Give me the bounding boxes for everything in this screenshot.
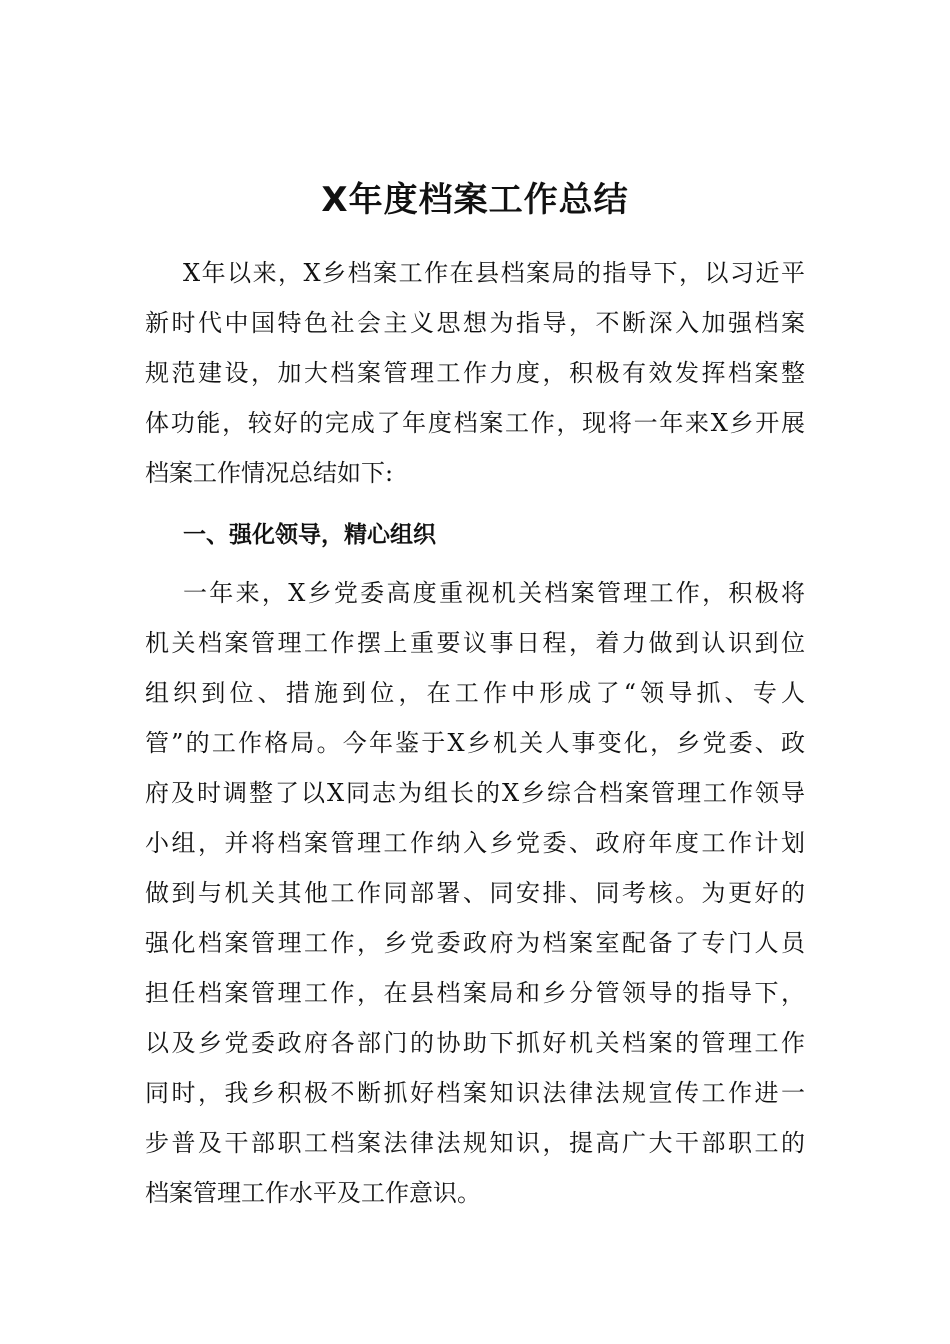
paragraph-line: 步普及干部职工档案法律法规知识，提高广大干部职工的 — [145, 1129, 805, 1157]
intro-paragraph — [145, 248, 805, 498]
paragraph-line: 规范建设，加大档案管理工作力度，积极有效发挥档案整 — [145, 359, 805, 387]
paragraph-line: 组织到位、措施到位，在工作中形成了“领导抓、专人 — [145, 679, 805, 707]
paragraph-line: 机关档案管理工作摆上重要议事日程，着力做到认识到位 — [145, 629, 805, 657]
paragraph-line: 以及乡党委政府各部门的协助下抓好机关档案的管理工作 — [145, 1029, 805, 1057]
paragraph-line: 新时代中国特色社会主义思想为指导，不断深入加强档案 — [145, 309, 805, 337]
paragraph-line: 同时，我乡积极不断抓好档案知识法律法规宣传工作进一 — [145, 1079, 805, 1107]
paragraph-line: 一年来，X乡党委高度重视机关档案管理工作，积极将 — [183, 579, 805, 607]
paragraph-line: X年以来，X乡档案工作在县档案局的指导下，以习近平 — [183, 259, 805, 287]
paragraph-line: 做到与机关其他工作同部署、同安排、同考核。为更好的 — [145, 879, 805, 907]
section-heading: 一、强化领导，精心组织 — [183, 522, 436, 548]
paragraph-line: 府及时调整了以X同志为组长的X乡综合档案管理工作领导 — [145, 779, 805, 807]
paragraph-line: 担任档案管理工作，在县档案局和乡分管领导的指导下， — [145, 979, 805, 1007]
paragraph-line: 体功能，较好的完成了年度档案工作，现将一年来X乡开展 — [145, 409, 805, 437]
document-title: X年度档案工作总结 — [321, 180, 629, 220]
paragraph-line: 档案管理工作水平及工作意识。 — [145, 1179, 481, 1207]
paragraph-line: 档案工作情况总结如下: — [145, 459, 394, 487]
paragraph-line: 管”的工作格局。今年鉴于X乡机关人事变化，乡党委、政 — [145, 729, 805, 757]
paragraph-line: 小组，并将档案管理工作纳入乡党委、政府年度工作计划 — [145, 829, 805, 857]
paragraph-line: 强化档案管理工作，乡党委政府为档案室配备了专门人员 — [145, 929, 805, 957]
section-paragraph — [145, 568, 805, 1218]
